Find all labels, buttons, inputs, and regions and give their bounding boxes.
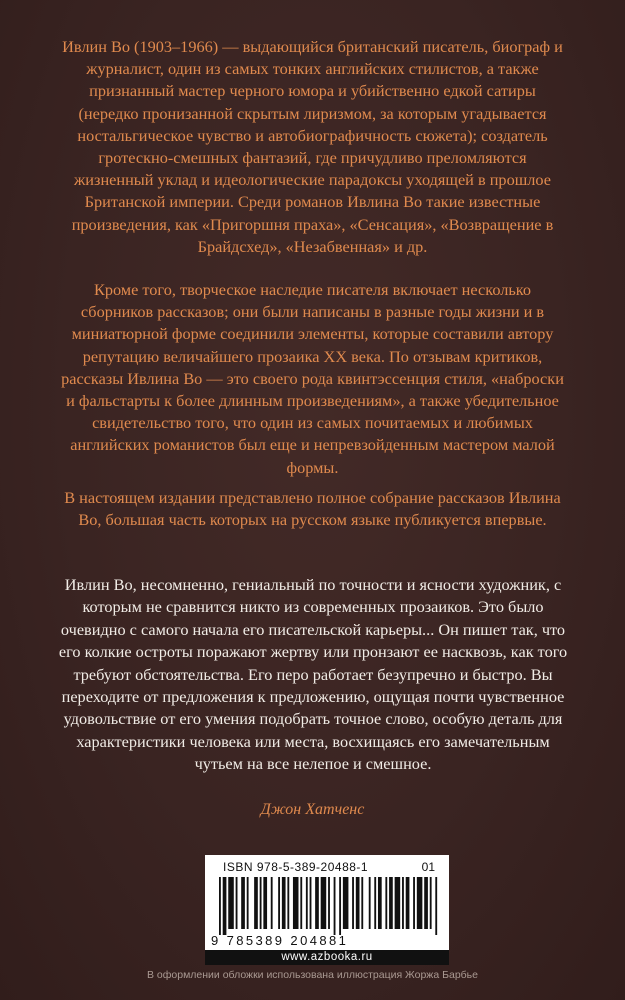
- barcode-bar: [241, 877, 245, 929]
- barcode-bar: [356, 877, 360, 929]
- barcode-bar: [310, 877, 312, 929]
- barcode-bar: [219, 877, 221, 935]
- barcode-bar: [223, 877, 227, 935]
- barcode-bar: [328, 877, 330, 929]
- barcode-bar: [339, 877, 341, 935]
- barcode-bar: [306, 877, 308, 929]
- barcode-bar: [369, 877, 371, 929]
- barcode-bar: [417, 877, 423, 929]
- barcode-bar: [378, 877, 382, 929]
- barcode-bar: [406, 877, 410, 929]
- barcode-bar: [343, 877, 349, 929]
- blurb-paragraph-3: В настоящем издании представлено полное собрание рассказов Ивлина Во, большая часть которых на русском языке публикуется впервые.: [64, 488, 561, 530]
- blurb-paragraph-2: Кроме того, творческое наследие писателя включает несколько сборников рассказов; они были написаны в разные годы жизни и в миниатюрной форме соединили элементы, которые составили автору репутацию величайшего прозаика XX века. По отзывам критиков, рассказы Ивлина Во — это своего рода квинтэссенция стиля, «наброски и фальстарты к более длинным произведениям», а также убедительное свидетельство того, что один из самых почитаемых и любимых английских романистов был еще и непревзойденным мастером малой формы.: [61, 280, 564, 477]
- barcode-bar: [413, 877, 415, 929]
- barcode-bar: [293, 877, 299, 929]
- barcode-bar: [385, 877, 387, 929]
- review-quote: Ивлин Во, несомненно, гениальный по точности и ясности художник, с которым не сравнится никто из современных прозаиков. Это было очевидно с самого начала его писательской карьеры... Он пишет так, что его колкие остроты поражают жертву или пронзают ее насквозь, как того требуют обстоятельства. Его перо работает безупречно и быстро. Вы переходите от предложения к предложению, ощущая почти чувственное удовольствие от его умения подобрать точное слово, особую деталь для характеристики человека или места, восхищаясь его замечательным чутьем на все нелепое и смешное.: [58, 575, 568, 774]
- publisher-url: www.azbooka.ru: [205, 950, 449, 965]
- barcode-bars-icon: [219, 877, 439, 935]
- isbn-label: ISBN 978-5-389-20488-1: [223, 860, 369, 874]
- barcode-bar: [278, 877, 280, 929]
- blurb-paragraph-1: Ивлин Во (1903–1966) — выдающийся британский писатель, биограф и журналист, один из самых тонких английских стилистов, а также признанный мастер черного юмора и убийственно едкой сатиры (нередко пронизанной скрытым лиризмом, за которым угадывается ностальгическое чувство и автобиографичность сюжета); создатель гротескно-смешных фантазий, где причудливо преломляются жизненный уклад и идеологические парадоксы уходящей в прошлое Британской империи. Среди романов Ивлина Во такие известные произведения, как «Пригоршня праха», «Сенсация», «Возвращение в Брайдсхед», «Незабвенная» и др.: [62, 37, 563, 256]
- barcode-bar: [287, 877, 289, 929]
- barcode-bar: [228, 877, 234, 929]
- barcode-bar: [260, 877, 262, 929]
- barcode-bar: [361, 877, 363, 929]
- barcode-bar: [334, 877, 336, 935]
- barcode-bar: [282, 877, 286, 929]
- barcode-bar: [254, 877, 258, 929]
- barcode-bar: [424, 877, 428, 929]
- barcode-bar: [300, 877, 302, 929]
- cover-credit: В оформлении обложки использована иллюстрация Жоржа Барбье: [146, 969, 478, 981]
- isbn-barcode: [205, 855, 449, 965]
- barcode-bar: [374, 877, 376, 929]
- barcode-bar: [236, 877, 238, 929]
- barcode-bar: [247, 877, 249, 929]
- barcode-bar: [352, 877, 354, 929]
- barcode-bar: [389, 877, 393, 929]
- isbn-addon: 01: [421, 860, 435, 874]
- barcode-bar: [321, 877, 327, 929]
- barcode-bar: [435, 877, 437, 935]
- barcode-bar: [271, 877, 273, 929]
- barcode-bar: [430, 877, 432, 929]
- barcode-bar: [315, 877, 319, 929]
- barcode-bar: [395, 877, 401, 929]
- barcode-bar: [263, 877, 267, 929]
- quote-author: Джон Хатченс: [260, 801, 365, 818]
- barcode-digits: 9 785389 204881: [211, 933, 349, 948]
- barcode-bar: [402, 877, 404, 929]
